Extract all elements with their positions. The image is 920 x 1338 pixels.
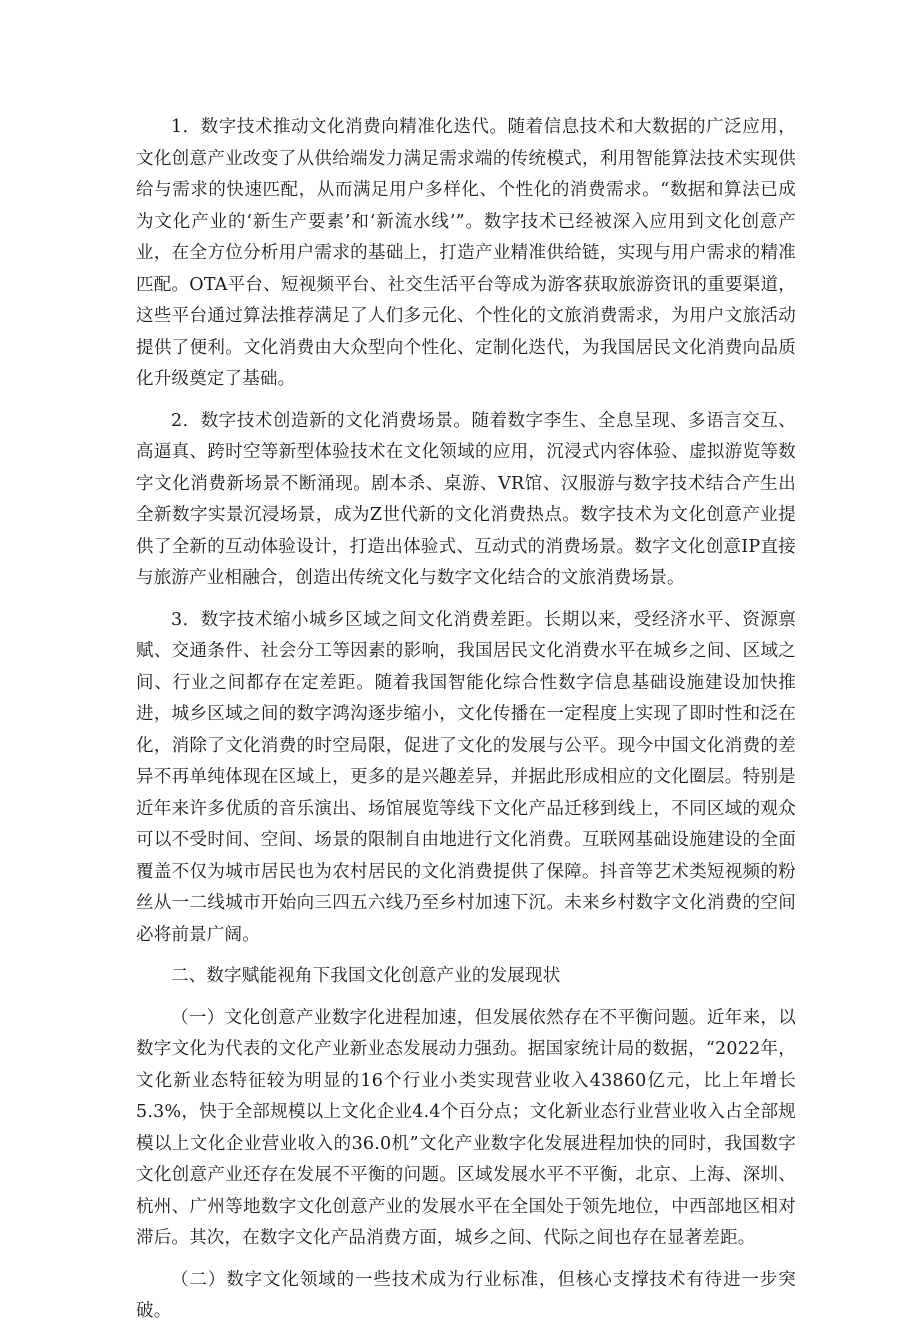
paragraph-consumption-precision: 1．数字技术推动文化消费向精准化迭代。随着信息技术和大数据的广泛应用，文化创意产业改变了从供给端发力满足需求端的传统模式，利用智能算法技术实现供给与需求的快速匹配，从而满足用户多样化、个性化的消费需求。“数据和算法已成为文化产业的‘新生产要素’和‘新流水线’”。数字技术已经被深入应用到文化创意产业，在全方位分析用户需求的基础上，打造产业精准供给链，实现与用户需求的精准匹配。OTA平台、短视频平台、社交生活平台等成为游客获取旅游资讯的重要渠道，这些平台通过算法推荐满足了人们多元化、个性化的文旅消费需求，为用户文旅活动提供了便利。文化消费由大众型向个性化、定制化迭代，为我国居民文化消费向品质化升级奠定了基础。 bbox=[136, 117, 796, 389]
document-body bbox=[136, 112, 796, 1338]
paragraph-consumption-scenes: 2．数字技术创造新的文化消费场景。随着数字李生、全息呈现、多语言交互、高逼真、跨时空等新型体验技术在文化领域的应用，沉浸式内容体验、虚拟游览等数字文化消费新场景不断涌现。剧本杀、桌游、VR馆、汉服游与数字技术结合产生出全新数字实景沉浸场景，成为Z世代新的文化消费热点。数字技术为文化创意产业提供了全新的互动体验设计，打造出体验式、互动式的消费场景。数字文化创意IP直接与旅游产业相融合，创造出传统文化与数字文化结合的文旅消费场景。 bbox=[136, 410, 796, 588]
paragraph-digitalization-imbalance: （一）文化创意产业数字化进程加速，但发展依然存在不平衡问题。近年来，以数字文化为代表的文化产业新业态发展动力强劲。据国家统计局的数据，“2022年，文化新业态特征较为明显的16个行业小类实现营业收入43860亿元，比上年增长5.3%，快于全部规模以上文化企业4.4个百分点；文化新业态行业营业收入占全部规模以上文化企业营业收入的36.0机”文化产业数字化发展进程加快的同时，我国数字文化创意产业还存在发展不平衡的问题。区域发展水平不平衡，北京、上海、深圳、杭州、广州等地数字文化创意产业的发展水平在全国处于领先地位，中西部地区相对滞后。其次，在数字文化产品消费方面，城乡之间、代际之间也存在显著差距。 bbox=[136, 1007, 796, 1248]
paragraph-core-technology: （二）数字文化领域的一些技术成为行业标准，但核心支撑技术有待进一步突破。 bbox=[136, 1269, 796, 1321]
section-heading-current-status: 二、数字赋能视角下我国文化创意产业的发展现状 bbox=[171, 966, 561, 986]
paragraph-urban-rural-gap: 3．数字技术缩小城乡区域之间文化消费差距。长期以来，受经济水平、资源禀赋、交通条件、社会分工等因素的影响，我国居民文化消费水平在城乡之间、区域之间、行业之间都存在定差距。随着我国智能化综合性数字信息基础设施建设加快推进，城乡区域之间的数字鸿沟逐步缩小，文化传播在一定程度上实现了即时性和泛在化，消除了文化消费的时空局限，促进了文化的发展与公平。现今中国文化消费的差异不再单纯体现在区域上，更多的是兴趣差异，并据此形成相应的文化圈层。特别是近年来许多优质的音乐演出、场馆展览等线下文化产品迁移到线上，不同区域的观众可以不受时间、空间、场景的限制自由地进行文化消费。互联网基础设施建设的全面覆盖不仅为城市居民也为农村居民的文化消费提供了保障。抖音等艺术类短视频的粉丝从一二线城市开始向三四五六线乃至乡村加速下沉。未来乡村数字文化消费的空间必将前景广阔。 bbox=[136, 609, 796, 945]
